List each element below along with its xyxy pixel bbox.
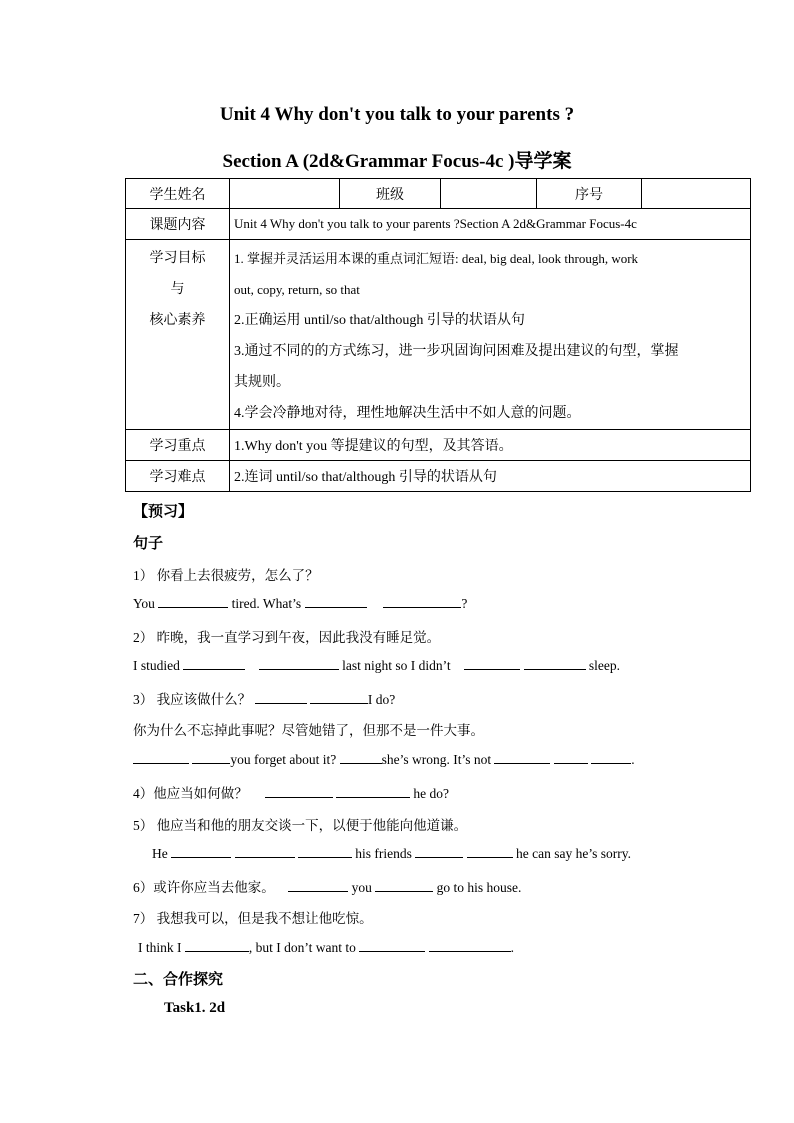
question-2: 2） 昨晚，我一直学习到午夜，因此我没有睡足觉。 xyxy=(133,630,441,645)
question-text: 4）他应当如何做？ xyxy=(133,786,248,801)
answer-blank[interactable] xyxy=(235,845,295,858)
answer-blank[interactable] xyxy=(375,879,433,892)
question-text: 6）或许你应当去他家。 xyxy=(133,880,275,895)
answer-blank[interactable] xyxy=(259,657,339,670)
answer-text: you xyxy=(351,880,372,895)
answer-text: I think I xyxy=(138,940,182,955)
answer-text: , but I don’t want to xyxy=(248,940,356,955)
class-cell[interactable] xyxy=(441,179,537,209)
answer-blank[interactable] xyxy=(554,751,588,764)
goals-list xyxy=(230,240,751,430)
answer-5 xyxy=(152,845,631,862)
difficulty-value: 2.连词 until/so that/although 引导的状语从句 xyxy=(230,461,751,492)
answer-2 xyxy=(133,657,620,674)
goal-line: 1. 掌握并灵活运用本课的重点词汇短语: deal, big deal, look through, work xyxy=(234,251,639,266)
answer-blank[interactable] xyxy=(591,751,631,764)
answer-text: she’s wrong. It’s not xyxy=(381,752,492,767)
title-line-2: Section A (2d&Grammar Focus-4c )导学案 xyxy=(222,151,572,172)
goal-line: 3.通过不同的的方式练习，进一步巩固询问困难及提出建议的句型，掌握 xyxy=(234,344,679,359)
answer-1 xyxy=(133,595,467,612)
answer-3 xyxy=(133,751,635,768)
section-2-heading: 二、合作探究 xyxy=(133,972,224,988)
answer-blank[interactable] xyxy=(255,691,307,704)
answer-blank[interactable] xyxy=(464,657,520,670)
task-1-label: Task1. 2d xyxy=(164,1000,226,1016)
student-name-cell[interactable] xyxy=(230,179,340,209)
answer-text: . xyxy=(631,752,635,767)
answer-blank[interactable] xyxy=(288,879,348,892)
goals-label xyxy=(126,240,230,430)
goals-label-2: 与 xyxy=(170,282,185,297)
answer-text: his friends xyxy=(355,846,412,861)
answer-text: sleep. xyxy=(588,658,621,673)
answer-blank[interactable] xyxy=(383,595,461,608)
question-6 xyxy=(133,876,521,896)
answer-blank[interactable] xyxy=(298,845,352,858)
topic-label: 课题内容 xyxy=(126,209,230,240)
answer-text: You xyxy=(133,596,155,611)
answer-text: tired. What’s xyxy=(231,596,302,611)
question-3b: 你为什么不忘掉此事呢？尽管她错了，但那不是一件大事。 xyxy=(133,723,484,738)
answer-blank[interactable] xyxy=(192,751,230,764)
answer-text: he can say he’s sorry. xyxy=(516,846,631,861)
answer-blank[interactable] xyxy=(336,785,410,798)
question-7: 7） 我想我可以，但是我不想让他吃惊。 xyxy=(133,911,373,926)
answer-blank[interactable] xyxy=(467,845,513,858)
answer-text: ? xyxy=(461,596,468,611)
answer-text: . xyxy=(510,940,514,955)
answer-blank[interactable] xyxy=(183,657,245,670)
question-text: 3） 我应该做什么？ xyxy=(133,692,252,707)
goal-line: 4.学会冷静地对待，理性地解决生活中不如人意的问题。 xyxy=(234,406,581,421)
answer-text: you forget about it? xyxy=(230,752,337,767)
answer-blank[interactable] xyxy=(340,751,382,764)
preview-heading: 【预习】 xyxy=(133,504,194,520)
question-3 xyxy=(133,688,395,708)
answer-text: last night so I didn’t xyxy=(342,658,451,673)
title-line-1: Unit 4 Why don't you talk to your parents ? xyxy=(219,104,575,125)
goals-label-3: 核心素养 xyxy=(149,313,206,328)
preview-subheading: 句子 xyxy=(133,536,164,552)
answer-text: go to his house. xyxy=(436,880,522,895)
answer-blank[interactable] xyxy=(305,595,367,608)
number-label: 序号 xyxy=(537,179,642,209)
class-label: 班级 xyxy=(340,179,441,209)
answer-text: I do? xyxy=(367,692,396,707)
student-name-label: 学生姓名 xyxy=(126,179,230,209)
answer-text: I studied xyxy=(133,658,180,673)
answer-blank[interactable] xyxy=(359,939,425,952)
answer-blank[interactable] xyxy=(265,785,333,798)
answer-blank[interactable] xyxy=(171,845,231,858)
goals-label-1: 学习目标 xyxy=(149,251,206,266)
question-1: 1） 你看上去很疲劳，怎么了？ xyxy=(133,568,319,583)
key-label: 学习重点 xyxy=(126,430,230,461)
answer-blank[interactable] xyxy=(524,657,586,670)
number-cell[interactable] xyxy=(642,179,751,209)
key-value: 1.Why don't you 等提建议的句型，及其答语。 xyxy=(230,430,751,461)
goal-line: 其规则。 xyxy=(234,375,290,390)
topic-value: Unit 4 Why don't you talk to your parents ?Section A 2d&Grammar Focus-4c xyxy=(230,209,751,240)
answer-blank[interactable] xyxy=(158,595,228,608)
answer-blank[interactable] xyxy=(429,939,511,952)
answer-blank[interactable] xyxy=(494,751,550,764)
answer-text: He xyxy=(152,846,168,861)
answer-text: he do? xyxy=(413,786,449,801)
question-5: 5） 他应当和他的朋友交谈一下，以便于他能向他道谦。 xyxy=(133,818,468,833)
question-4 xyxy=(133,782,449,802)
answer-blank[interactable] xyxy=(133,751,189,764)
goal-line: out, copy, return, so that xyxy=(234,282,360,297)
info-table xyxy=(125,178,751,492)
answer-blank[interactable] xyxy=(185,939,249,952)
difficulty-label: 学习难点 xyxy=(126,461,230,492)
answer-blank[interactable] xyxy=(310,691,368,704)
goal-line: 2.正确运用 until/so that/although 引导的状语从句 xyxy=(234,313,525,328)
answer-7 xyxy=(138,939,514,956)
answer-blank[interactable] xyxy=(415,845,463,858)
